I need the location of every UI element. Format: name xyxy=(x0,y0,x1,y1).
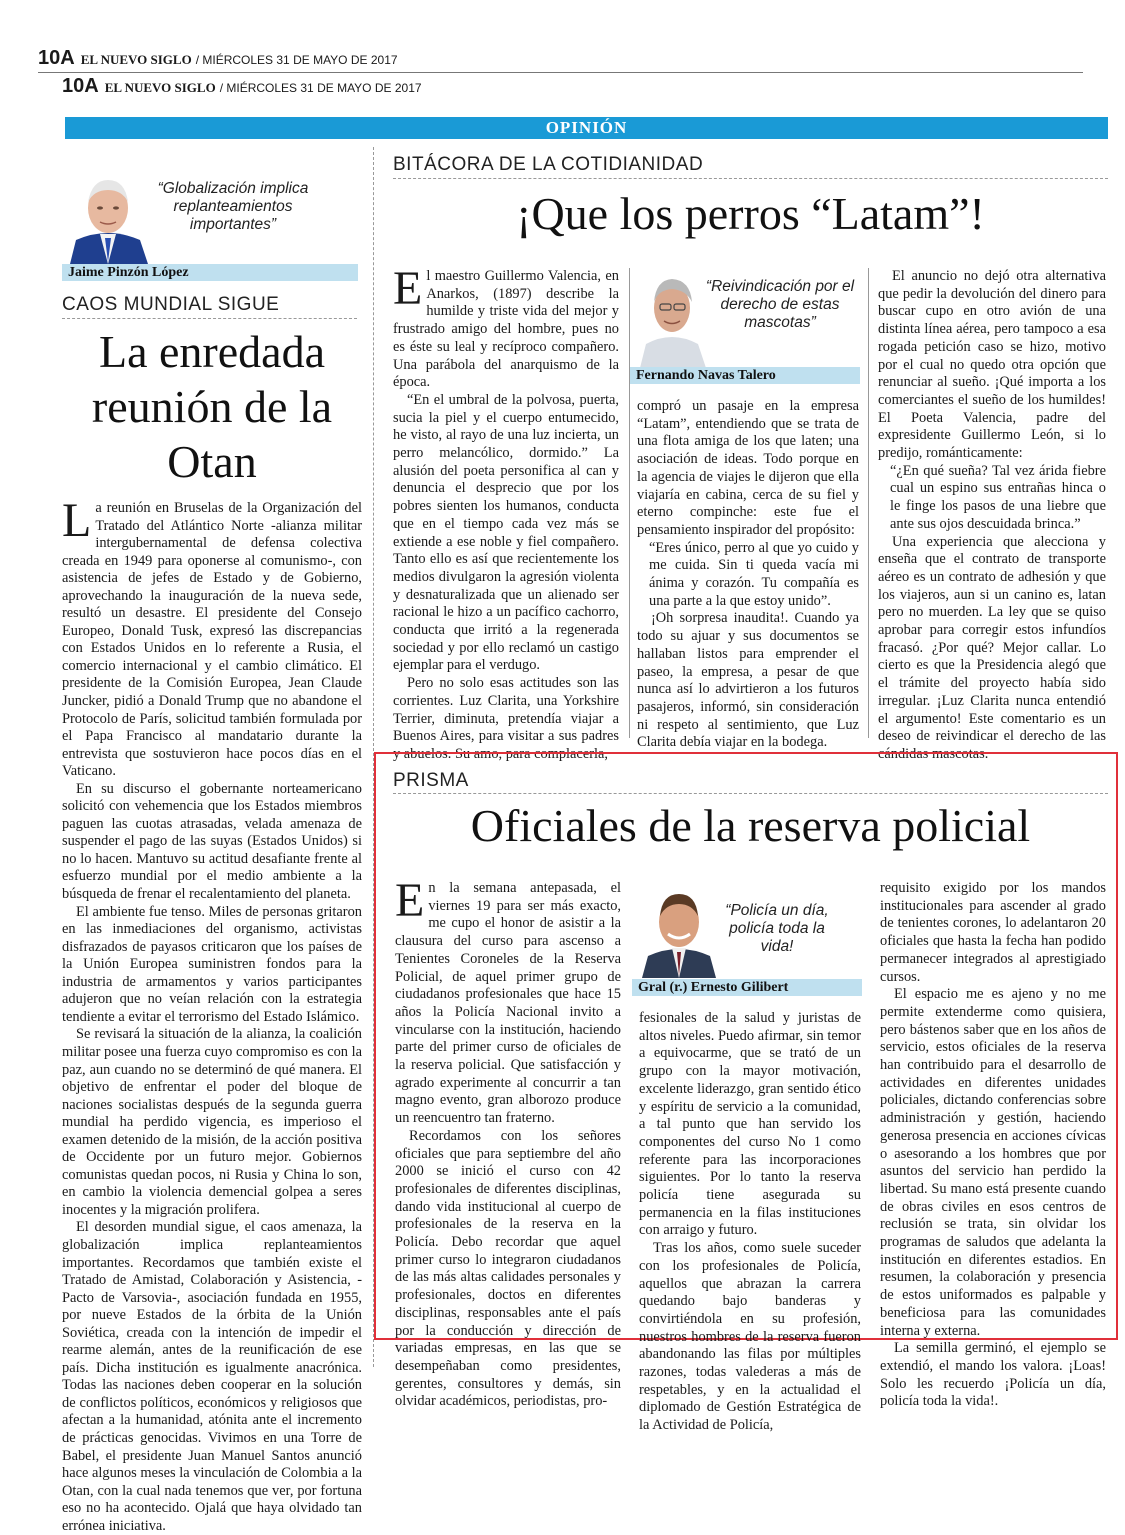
publication-date-second: / MIÉRCOLES 31 DE MAYO DE 2017 xyxy=(219,81,422,95)
body-paragraph: En su discurso el gobernante norteamericano solicitó con vehemencia que los Estados miembros paguen las cuotas atrasadas, velada amenaza de suspender el pago de las suyas (Estados Unidos) si no lo hacen. Mantuvo su actitud desafiante frente al esfuerzo mundial por el medio ambiente a la búsqueda de frenar el recalentamiento del planeta. xyxy=(62,780,362,903)
drop-cap: L xyxy=(62,494,92,547)
body-paragraph: fesionales de la salud y juristas de altos niveles. Puedo afirmar, sin temor a equivocarme, que se trató de un grupo con la mayor motivación, excelente liderazgo, gran sentido ético y espíritu de servicio a la comunidad, a tal punto que han servido los componentes del curso No 1 como referente para las incorporaciones siguientes. Por lo tanto la reserva policía tiene asegurada su permanencia en la filas instituciones con arraigo y futuro. xyxy=(639,1010,861,1239)
publication-name: EL NUEVO SIGLO xyxy=(80,52,192,67)
column-divider xyxy=(629,268,630,738)
body-paragraph: El ambiente fue tenso. Miles de personas gritaron en las inmediaciones del organismo, activistas disfrazados de payasos criticaron que los países de la Unión Europea suministren fondos para la industria de armamentos y varios participantes adujeron que no veían relación con la estrategia tendiente a evitar el terrorismo del Estado Islámico. xyxy=(62,903,362,1025)
body-paragraph: El desorden mundial sigue, el caos amenaza, la globalización implica replanteamientos importantes. Recordamos que también existe el Tratado de Amistad, Colaboración y Asistencia, -Pacto de Varsovia-, asociación fundada en 1955, por nueve Estados de la órbita de la Unión Soviética, creada con la intención de impedir el rearme alemán, antes de la reunificación de ese país. Dicha institución es igualmente anacrónica. Todas las naciones deben cooperar en la solución de conflictos políticos, económicos y religiosos que afectan a la humanidad, atónita ante el incremento de prácticas genocidas. Vivimos en una Torre de Babel, el presidente Juan Manuel Santos anunció hace algunos meses la vinculación de Colombia a la Otan, con la cual nada tenemos que ver, por fortuna eso no ha acontecido. Ojalá que haya olvidado tan errónea iniciativa. xyxy=(62,1219,362,1534)
article-body-col3 xyxy=(880,880,1106,1411)
body-verse: “¿En qué sueña? Tal vez árida fiebre cual un espino sus entrañas hinca o le finge los pasos de una liebre que ante sus ojos descuidada brinca.” xyxy=(890,462,1106,532)
section-header: OPINIÓN xyxy=(65,117,1108,139)
kicker-rule xyxy=(393,178,1108,179)
article-body-col1 xyxy=(393,262,619,764)
body-paragraph: requisito exigido por los mandos institucionales para ascender al grado de tenientes corones, lo adelantaron 20 oficiales que hasta la fecha han podido permanecer integrados al aprestigiado cursos. xyxy=(880,880,1106,985)
article-body-col3 xyxy=(878,268,1106,764)
kicker-rule xyxy=(62,318,357,319)
body-paragraph: Recordamos con los señores oficiales que para septiembre del año 2000 se inició el curso con 42 profesionales de diferentes disciplinas, dando vida institucional al cuerpo de profesionales de la reserva en la Policía. Debo recordar que aquel primer curso lo integraron ciudadanos de las más altas calidades personales y profesionales, doctos en diferentes disciplinas, responsables ante el país por la conducción y dirección de variadas empresas, en las que se desempeñaban como presidentes, gerentes, consultores y demás, sin olvidar académicos, periodistas, pro- xyxy=(395,1127,621,1410)
article-headline: La enredada reunión de la Otan xyxy=(91,326,333,487)
folio-second xyxy=(62,75,422,98)
author-name: Gral (r.) Ernesto Gilibert xyxy=(632,979,862,996)
body-paragraph: ¡Oh sorpresa inaudita!. Cuando ya todo su ajuar y sus documentos se hallaban listos para emprender el paseo, la empresa, a pesar de que nunca así lo advirtieron a los futuros pasajeros, informó, sin consideración ni respeto al sentimiento, que Luz Clarita debía viajar en la bodega. xyxy=(637,610,859,751)
pull-quote: “Globalización implica replanteamientos importantes” xyxy=(157,180,309,233)
page-number: 10A xyxy=(38,47,75,69)
publication-date: / MIÉRCOLES 31 DE MAYO DE 2017 xyxy=(195,53,398,67)
drop-cap: E xyxy=(393,262,423,315)
body-paragraph: El maestro Guillermo Valencia, en Anarkos, (1897) describe la humilde y triste vida del mejor y frustrado amigo del hombre, pues no es éste su leal y recíproco compañero. Una parábola del anarquismo de la época. xyxy=(393,262,619,391)
author-name: Jaime Pinzón López xyxy=(62,264,358,281)
article-body xyxy=(62,494,362,1535)
body-paragraph: La semilla germinó, el ejemplo se extendió, el mando los valora. ¡Loas! Solo les recuerdo ¡Policía un día, policía toda la vida!. xyxy=(880,1340,1106,1410)
column-divider xyxy=(868,268,869,738)
article-body-col1 xyxy=(395,874,621,1411)
body-paragraph: En la semana antepasada, el viernes 19 para ser más exacto, me cupo el honor de asistir a la clausura del curso para ascenso a Tenientes Coroneles de la Reserva Policial, de aquel primer grupo de ciudadanos profesionales que hace 15 años la Policía Nacional invito a vincularse con la institución, haciendo parte del primer curso de oficiales de la reserva policial. Que satisfacción y agrado experimente al concurrir a tan magno evento, gran alborozo produce un reencuentro tan fraterno. xyxy=(395,874,621,1127)
article-body-col2 xyxy=(637,398,859,752)
pull-quote: “Reivindicación por el derecho de estas mascotas” xyxy=(705,278,855,331)
article-kicker: BITÁCORA DE LA COTIDIANIDAD xyxy=(393,154,704,175)
body-paragraph: El espacio me es ajeno y no me permite extenderme como quisiera, pero bástenos saber que en los años de servicio, estos oficiales de la reserva han contribuido para el desarrollo de actividades en diferentes unidades policiales, dictando conferencias sobre administración y gestión, haciendo generosa presencia en acciones cívicas o asesorando a los hombres que por asuntos del servicio han perdido la libertad. Su mano está presente cuando de obras civiles en esos centros de reclusión se trata, sin olvidar los programas de saludos que adelanta la institución en diferentes estadios. En resumen, la colaboración y presencia de estos uniformados es palpable y beneficiosa para las comunidades interna y externa. xyxy=(880,986,1106,1339)
body-paragraph: Tras los años, como suele suceder con los profesionales de Policía, aquellos que abrazan la carrera quedando bajo banderas y convirtiéndola en su profesión, nuestros hombres de la reserva fueron abandonando las filas por múltiples razones, todas valederas a más de respetables, y en la actualidad el diplomado de Gestión Estratégica de la Actividad de Policía, xyxy=(639,1240,861,1434)
author-name: Fernando Navas Talero xyxy=(630,367,860,384)
author-portrait xyxy=(636,264,708,368)
body-paragraph: El anuncio no dejó otra alternativa que pedir la devolución del dinero para buscar cupo en otro avión de una distinta línea aérea, pero tampoco a esa rogada petición caso se hizo, motivo por el cual no quedo otra opción que renunciar al sueño. ¡Qué importa a los comerciantes el sueño de los humildes! El Poeta Valencia, padre del expresidente Guillermo León, si lo predijo, románticamente: xyxy=(878,268,1106,462)
body-paragraph: Una experiencia que alecciona y enseña que el contrato de transporte aéreo es un contrato de adhesión y que los viajeros, aun si un canino es, latan pero no muerden. La ley que se quiso aprobar para corregir estos infundíos fracasó. ¿Por qué? Mejor callar. Lo cierto es que la Presidencia alegó que el trámite del proyecto había sido irregular. ¡Luz Clarita nunca entendió el argumento! Este comentario es un deseo de reivindicar el derecho de las cándidas mascotas. xyxy=(878,533,1106,762)
page-number-second: 10A xyxy=(62,75,99,97)
author-portrait xyxy=(638,880,720,978)
article-body-col2 xyxy=(639,1010,861,1435)
author-portrait xyxy=(62,168,154,264)
body-paragraph: Pero no solo esas actitudes son las corrientes. Luz Clarita, una Yorkshire Terrier, diminuta, pretendía viajar a Buenos Aires, para visitar a sus padres y abuelos. Su amo, para complacerla, xyxy=(393,675,619,762)
body-paragraph: Se revisará la situación de la alianza, la coalición militar posee una fuerza cuyo compromiso es con la paz, aun cuando no se determinó de qué manera. El objetivo de enfrentar el poder del bloque de naciones socialistas después de la segunda guerra mundial ha perdido vigencia, es imperioso el examen detenido de la misión, de la acción positiva de Occidente por un futuro mejor. Gobiernos comunistas quedan pocos, ni Rusia y China lo son, en cambio la violencia demencial golpea a seres inocentes y la migración prolifera. xyxy=(62,1026,362,1218)
article-kicker: PRISMA xyxy=(393,770,469,791)
body-paragraph: compró un pasaje en la empresa “Latam”, entendiendo que se trata de una flota amiga de los que laten; una asociación de ideas. Todo porque en la agencia de viajes le dijeron que ella viajaría en cabina, cerca de su fiel y eterno compinche: este fue el pensamiento inspirador del propósito: xyxy=(637,398,859,538)
publication-name-second: EL NUEVO SIGLO xyxy=(104,80,216,95)
portrait-image xyxy=(62,168,154,264)
folio-rule xyxy=(38,72,1083,73)
pull-quote: “Policía un día, policía toda la vida! xyxy=(725,902,829,955)
body-verse: “Eres único, perro al que yo cuido y me cuida. Sin ti queda vacía mi ánima y corazón. Tu compañía es una parte a la que estoy unido”. xyxy=(649,539,859,609)
folio-top xyxy=(38,47,398,70)
portrait-image xyxy=(636,264,708,368)
portrait-image xyxy=(638,880,720,978)
article-headline: ¡Que los perros “Latam”! xyxy=(516,188,985,239)
article-kicker: CAOS MUNDIAL SIGUE xyxy=(62,294,280,315)
kicker-rule xyxy=(393,793,1108,794)
body-paragraph: “En el umbral de la polvosa, puerta, sucia la piel y el cuerpo entumecido, he visto, al rayo de una luz incierta, un perro melancólico, dormido.” La alusión del poeta personifica al can y denuncia el desprecio que por los pobres sienten los humanos, conducta que en el tiempo cada vez más se extiende a ese noble y fiel compañero. Tanto ello es así que recientemente los medios divulgaron la agresión violenta y desnaturalizada que un alienado ser racional le hizo a un pacífico cachorro, conducta que irritó a la regenerada sociedad y por ello reclamó un castigo ejemplar para el verdugo. xyxy=(393,391,619,674)
drop-cap: E xyxy=(395,874,425,927)
article-headline: Oficiales de la reserva policial xyxy=(470,800,1031,851)
body-paragraph: La reunión en Bruselas de la Organización del Tratado del Atlántico Norte -alianza militar intergubernamental de defensa colectiva creada en 1949 para oponerse al comunismo-, con asistencia de jefes de Estado y de Gobierno, aprovechando la inauguración de la nueva sede, resultó un desastre. El presidente del Consejo Europeo, Donald Tusk, expresó las discrepancias con Estados Unidos en lo referente a Rusia, el comercio internacional y el cambio climático. El presidente de la Comisión Europea, Jean Claude Juncker, pidió a Donald Trump que no abandone el Protocolo de París, solicitud también formulada por el Papa Francisco al mandatario durante la entrevista que sostuvieron hace pocos días en el Vaticano. xyxy=(62,494,362,780)
